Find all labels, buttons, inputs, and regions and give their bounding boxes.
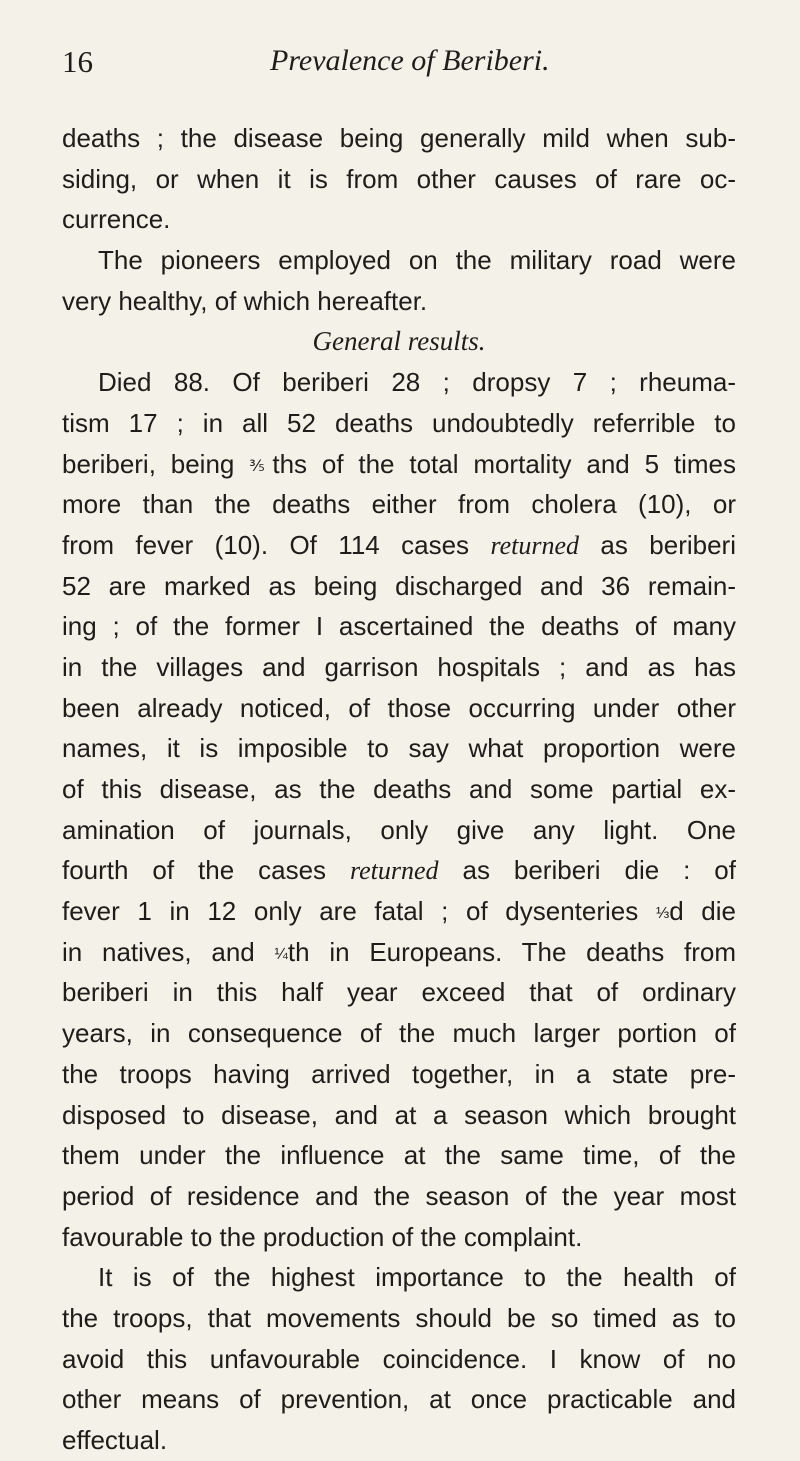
text-line: in the villages and garrison hospitals ; and as has bbox=[62, 651, 736, 682]
fraction: ⅗ bbox=[249, 457, 273, 475]
text-line: them under the influence at the same time, of the bbox=[62, 1140, 736, 1171]
text-line: siding, or when it is from other causes of rare oc- bbox=[62, 163, 736, 194]
text-segment: d die bbox=[669, 896, 736, 927]
text-line: amination of journals, only give any light. One bbox=[62, 814, 736, 845]
text-segment: fourth of the cases bbox=[62, 855, 350, 886]
text-line bbox=[62, 891, 736, 932]
text-line: period of residence and the season of the year most bbox=[62, 1180, 736, 1211]
italic-word: returned bbox=[349, 856, 439, 886]
text-line: effectual. bbox=[62, 1425, 168, 1455]
text-segment: th in Europeans. The deaths from bbox=[287, 936, 737, 967]
text-line: ing ; of the former I ascertained the deaths of many bbox=[62, 611, 736, 642]
text-line: Died 88. Of beriberi 28 ; dropsy 7 ; rheuma- bbox=[98, 367, 736, 398]
text-line bbox=[62, 850, 736, 891]
text-segment: in natives, and bbox=[62, 936, 275, 967]
text-line: other means of prevention, at once practicable and bbox=[62, 1384, 736, 1415]
text-segment: ths of the total mortality and 5 times bbox=[272, 448, 737, 479]
body-text bbox=[62, 118, 736, 1461]
text-segment: as beriberi bbox=[579, 529, 736, 560]
fraction: ⅓ bbox=[655, 905, 670, 923]
text-segment: beriberi, being bbox=[62, 448, 250, 479]
text-segment: fever 1 in 12 only are fatal ; of dysenteries bbox=[62, 896, 656, 927]
text-segment: from fever (10). Of 114 cases bbox=[62, 529, 491, 560]
running-title: Prevalence of Beriberi. bbox=[270, 44, 550, 77]
text-line: years, in consequence of the much larger portion of bbox=[62, 1018, 736, 1049]
text-line: tism 17 ; in all 52 deaths undoubtedly referrible to bbox=[62, 407, 736, 438]
text-line bbox=[62, 932, 736, 973]
text-line: currence. bbox=[62, 204, 171, 235]
text-line: beriberi in this half year exceed that of ordinary bbox=[62, 977, 736, 1008]
text-line: the troops having arrived together, in a state pre- bbox=[62, 1058, 736, 1089]
text-line: It is of the highest importance to the health of bbox=[98, 1262, 736, 1293]
page-number: 16 bbox=[62, 44, 93, 79]
text-line: of this disease, as the deaths and some partial ex- bbox=[62, 774, 736, 804]
text-line: 52 are marked as being discharged and 36 remain- bbox=[62, 570, 736, 601]
text-line: deaths ; the disease being generally mild when sub- bbox=[62, 123, 736, 153]
section-heading: General results. bbox=[312, 326, 486, 357]
fraction: ¼ bbox=[274, 945, 288, 963]
text-line: been already noticed, of those occurring under other bbox=[62, 692, 736, 723]
page-header bbox=[62, 44, 762, 84]
text-line: very healthy, of which hereafter. bbox=[62, 285, 428, 316]
text-line: avoid this unfavourable coincidence. I know of no bbox=[62, 1343, 736, 1374]
text-line: disposed to disease, and at a season which brought bbox=[62, 1099, 736, 1130]
text-line bbox=[62, 525, 736, 566]
text-line bbox=[62, 444, 736, 485]
text-line: favourable to the production of the complaint. bbox=[62, 1221, 583, 1252]
text-line: the troops, that movements should be so timed as to bbox=[62, 1302, 736, 1333]
text-line: names, it is imposible to say what proportion were bbox=[62, 733, 736, 764]
italic-word: returned bbox=[490, 530, 580, 560]
text-segment: as beriberi die : of bbox=[438, 855, 736, 886]
text-line: The pioneers employed on the military road were bbox=[98, 245, 736, 276]
text-line: more than the deaths either from cholera (10), or bbox=[62, 489, 736, 520]
